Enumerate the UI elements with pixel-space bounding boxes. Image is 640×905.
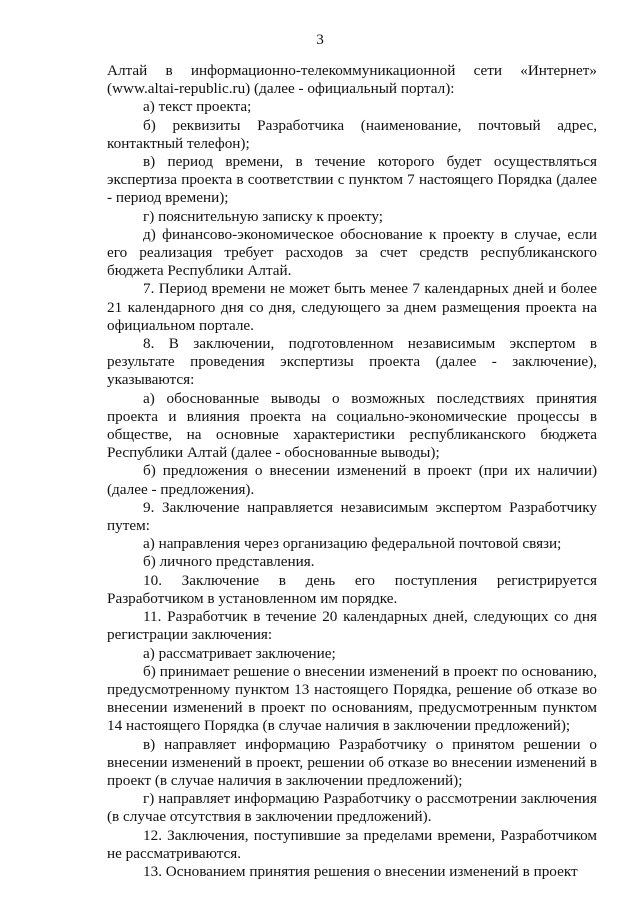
paragraph: г) пояснительную записку к проекту;: [143, 207, 383, 225]
paragraph: 13. Основанием принятия решения о внесении изменений в проект: [143, 862, 578, 880]
paragraph: а) рассматривает заключение;: [143, 644, 336, 662]
paragraph: 11. Разработчик в течение 20 календарных дней, следующих со дня регистрации заключения:: [107, 608, 597, 644]
paragraph: а) обоснованные выводы о возможных последствиях принятия проекта и влияния проекта на социально-экономические процессы в обществе, на основные характеристики республиканского бюджета Республики Алтай (далее - обоснованные выводы);: [107, 389, 597, 462]
paragraph: 10. Заключение в день его поступления регистрируется Разработчиком в установленном им порядке.: [107, 571, 597, 607]
paragraph: 12. Заключения, поступившие за пределами времени, Разработчиком не рассматриваются.: [107, 826, 597, 862]
paragraph: б) личного представления.: [143, 553, 315, 571]
paragraph: 7. Период времени не может быть менее 7 календарных дней и более 21 календарного дня со дня, следующего за днем размещения проекта на официальном портале.: [107, 280, 597, 334]
paragraph: в) направляет информацию Разработчику о принятом решении о внесении изменений в проект, решении об отказе во внесении изменений в проект (в случае наличия в заключении предложений);: [107, 735, 597, 789]
paragraph: д) финансово-экономическое обоснование к проекту в случае, если его реализация требует расходов за счет средств республиканского бюджета Республики Алтай.: [107, 225, 597, 280]
page-number: 3: [316, 31, 324, 48]
paragraph: в) период времени, в течение которого будет осуществляться экспертиза проекта в соответствии с пунктом 7 настоящего Порядка (далее - период времени);: [107, 153, 597, 207]
paragraph: б) реквизиты Разработчика (наименование, почтовый адрес, контактный телефон);: [107, 116, 597, 152]
paragraph: 9. Заключение направляется независимым экспертом Разработчику путем:: [107, 498, 597, 535]
paragraph: 8. В заключении, подготовленном независимым экспертом в результате проведения экспертизы проекта (далее - заключение), указываются:: [107, 335, 597, 389]
paragraph: б) предложения о внесении изменений в проект (при их наличии) (далее - предложения).: [107, 462, 597, 498]
paragraph: а) направления через организацию федеральной почтовой связи;: [143, 535, 562, 553]
paragraph: Алтай в информационно-телекоммуникационной сети «Интернет» (www.altai-republic.ru) (далее - официальный портал):: [107, 62, 597, 98]
paragraph: а) текст проекта;: [143, 98, 252, 116]
paragraph: б) принимает решение о внесении изменений в проект по основанию, предусмотренному пунктом 13 настоящего Порядка, решение об отказе во внесении изменений в проект по основаниям, предусмотренным пунктом 14 настоящего Порядка (в случае наличия в заключении предложений);: [107, 662, 597, 735]
document-body: [107, 62, 597, 881]
paragraph: г) направляет информацию Разработчику о рассмотрении заключения (в случае отсутствия в заключении предложений).: [107, 790, 597, 826]
